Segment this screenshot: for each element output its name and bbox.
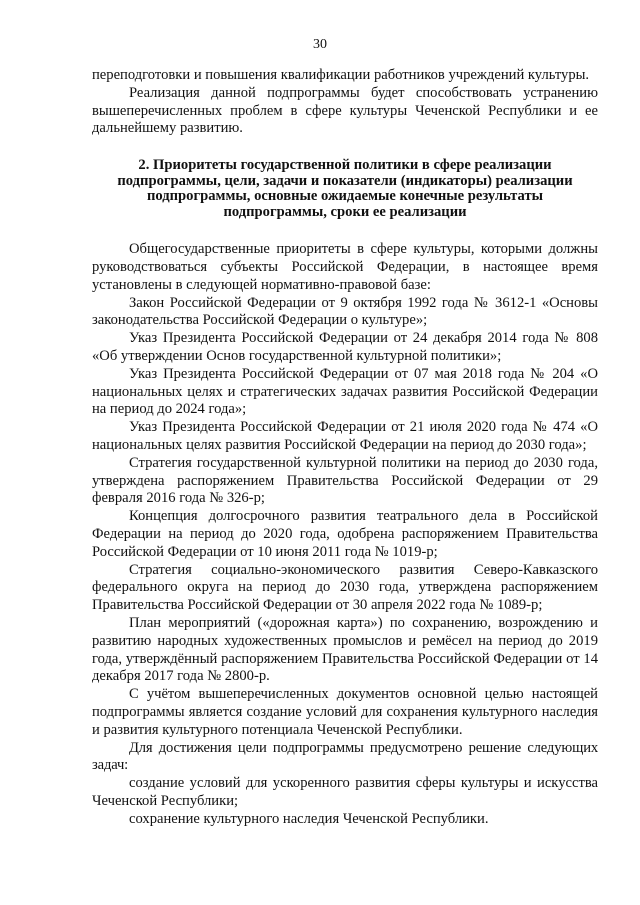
body-paragraph: Концепция долгосрочного развития театрального дела в Российской Федерации на период до 2020 года, одобрена распоряжением Правительства Российской Федерации от 10 июня 2011 года № 1019-р; [92, 508, 598, 560]
body-paragraph: Общегосударственные приоритеты в сфере культуры, которыми должны руководствоваться субъекты Российской Федерации, в настоящее время установлены в следующей нормативно-правовой базе: [92, 241, 598, 293]
body-paragraph: Указ Президента Российской Федерации от 24 декабря 2014 года № 808 «Об утверждении Основ государственной культурной политики»; [92, 330, 598, 364]
body-paragraph: сохранение культурного наследия Чеченской Республики. [129, 810, 489, 827]
body-paragraph: Стратегия социально-экономического развития Северо-Кавказского федерального округа на период до 2030 года, утверждена распоряжением Правительства Российской Федерации от 30 апреля 2022 года № 1089-р; [92, 561, 598, 614]
intro-paragraph: переподготовки и повышения квалификации работников учреждений культуры. [92, 67, 590, 83]
intro-paragraph: Реализация данной подпрограммы будет способствовать устранению вышеперечисленных проблем в сфере культуры Чеченской Республики и ее дальнейшему развитию. [92, 84, 598, 137]
document-content [92, 67, 598, 828]
body-paragraph: Стратегия государственной культурной политики на период до 2030 года, утверждена распоряжением Правительства Российской Федерации от 29 февраля 2016 года № 326-р; [92, 454, 598, 507]
body-paragraph: План мероприятий («дорожная карта») по сохранению, возрождению и развитию народных художественных промыслов и ремёсел на период до 2019 года, утверждённый распоряжением Правительства Российской Федерации от 14 декабря 2017 года № 2800-р. [92, 614, 598, 685]
body-paragraph: С учётом вышеперечисленных документов основной целью настоящей подпрограммы является создание условий для сохранения культурного наследия и развития культурного потенциала Чеченской Республики. [92, 686, 598, 738]
body-paragraph: Указ Президента Российской Федерации от 21 июля 2020 года № 474 «О национальных целях развития Российской Федерации на период до 2030 года»; [92, 419, 598, 453]
body-paragraph: Указ Президента Российской Федерации от 07 мая 2018 года № 204 «О национальных целях и стратегических задачах развития Российской Федерации на период до 2024 года»; [92, 365, 598, 418]
page-number: 30 [313, 37, 327, 52]
body-paragraph: Закон Российской Федерации от 9 октября 1992 года № 3612-1 «Основы законодательства Российской Федерации о культуре»; [92, 294, 598, 329]
body-paragraph: создание условий для ускоренного развития сферы культуры и искусства Чеченской Республики; [92, 775, 598, 809]
body-paragraph: Для достижения цели подпрограммы предусмотрено решение следующих задач: [92, 739, 598, 774]
section-heading: 2. Приоритеты государственной политики в сфере реализации подпрограммы, цели, задачи и показатели (индикаторы) реализации подпрограммы, основные ожидаемые конечные результаты подпрограммы, сроки ее реализации [117, 157, 573, 220]
